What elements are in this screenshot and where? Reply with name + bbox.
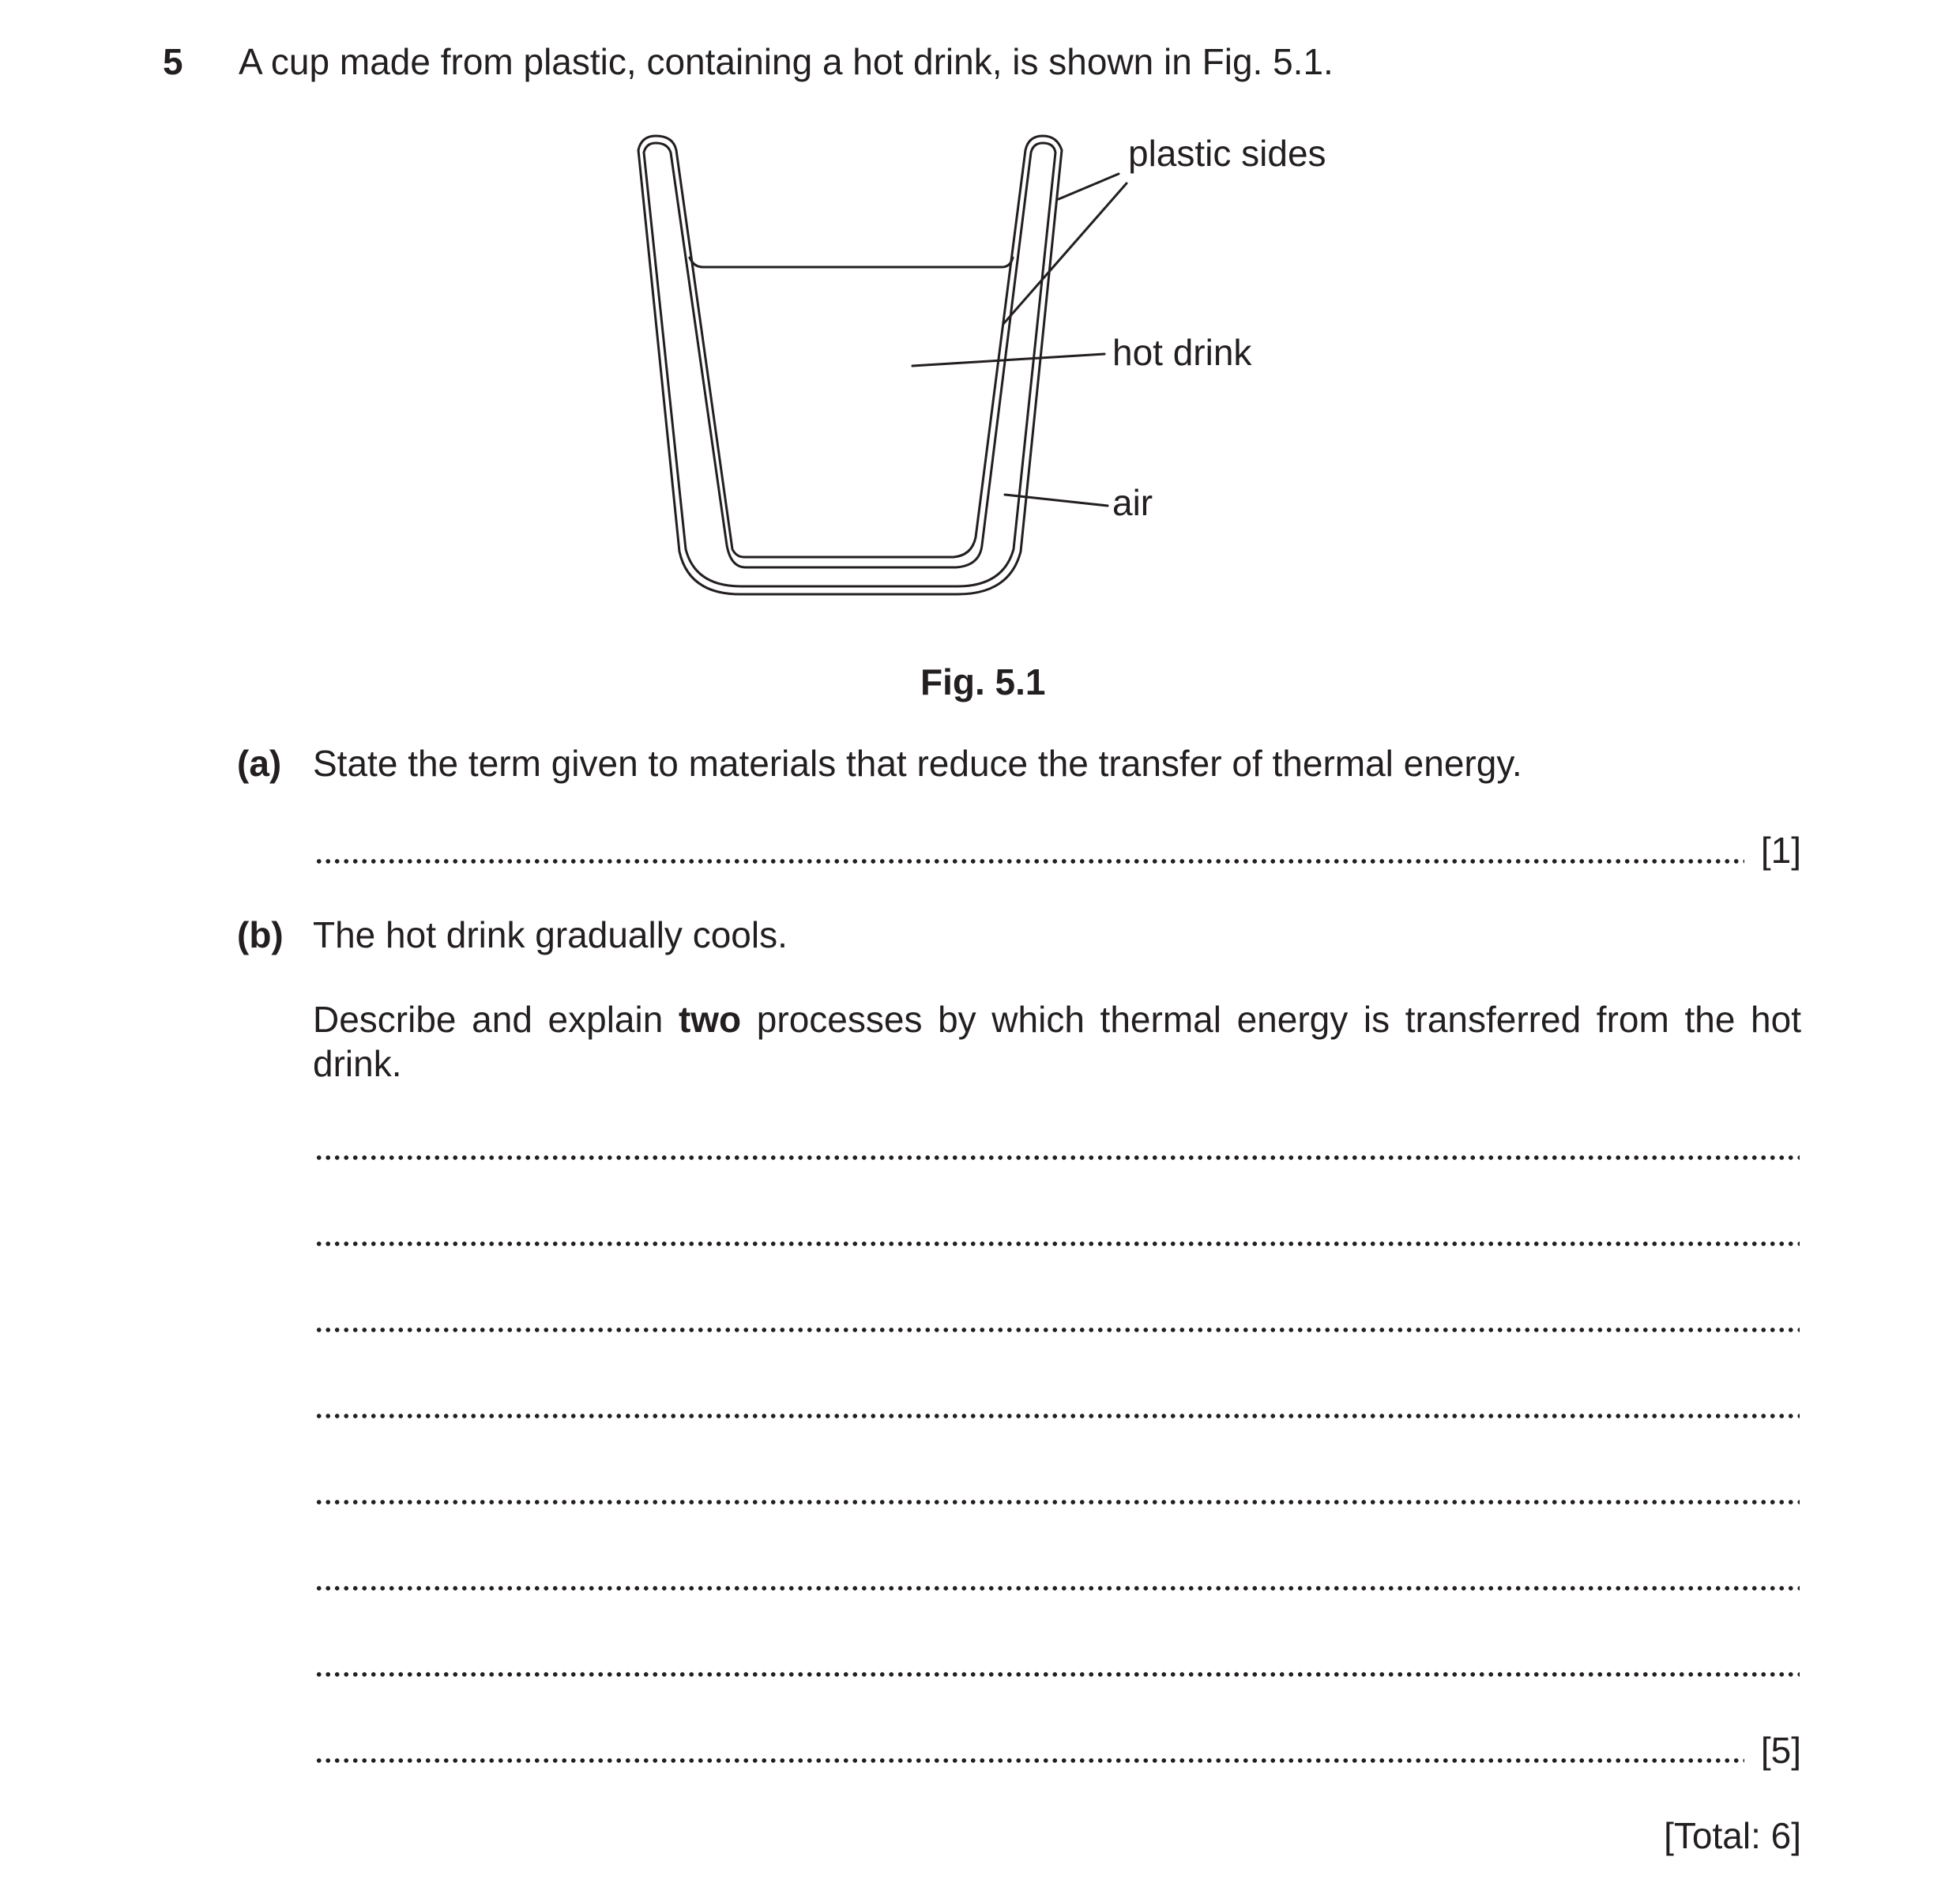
- question-intro: A cup made from plastic, containing a hot drink, is shown in Fig. 5.1.: [239, 41, 1334, 82]
- instruction-start: Describe and explain: [313, 999, 679, 1040]
- part-b-text: The hot drink gradually cools.: [313, 914, 788, 955]
- answer-line-b-2[interactable]: [314, 1239, 1800, 1249]
- answer-line-b-8[interactable]: [314, 1756, 1744, 1765]
- label-air: air: [1112, 482, 1153, 523]
- part-a-marks: [1]: [1760, 830, 1801, 871]
- figure-caption: Fig. 5.1: [920, 661, 1046, 702]
- cup-diagram: [0, 0, 1960, 711]
- leader-line-air: [1005, 495, 1108, 506]
- leader-line-plastic-sides-outer: [1059, 174, 1119, 199]
- total-marks: [Total: 6]: [1664, 1815, 1801, 1856]
- question-number: 5: [163, 41, 183, 82]
- label-hot-drink: hot drink: [1112, 332, 1252, 373]
- answer-line-b-6[interactable]: [314, 1584, 1800, 1593]
- part-b-instruction: [313, 997, 1801, 1086]
- instruction-emphasis: two: [678, 999, 742, 1040]
- answer-line-a[interactable]: [314, 857, 1744, 866]
- part-a-label: (a): [237, 743, 282, 784]
- instruction-end: processes by which thermal energy is transferred from the hot drink.: [313, 999, 1801, 1084]
- answer-line-b-3[interactable]: [314, 1325, 1800, 1335]
- answer-line-b-4[interactable]: [314, 1411, 1800, 1421]
- answer-line-b-7[interactable]: [314, 1670, 1800, 1679]
- drink-surface: [690, 258, 1013, 267]
- answer-line-b-5[interactable]: [314, 1497, 1800, 1507]
- leader-line-hot-drink: [912, 354, 1104, 366]
- label-plastic-sides: plastic sides: [1128, 133, 1326, 174]
- part-b-label: (b): [237, 914, 284, 955]
- answer-line-b-1[interactable]: [314, 1153, 1800, 1162]
- part-a-text: State the term given to materials that reduce the transfer of thermal energy.: [313, 743, 1522, 784]
- leader-line-plastic-sides-inner: [1003, 183, 1127, 324]
- part-b-marks: [5]: [1760, 1730, 1801, 1771]
